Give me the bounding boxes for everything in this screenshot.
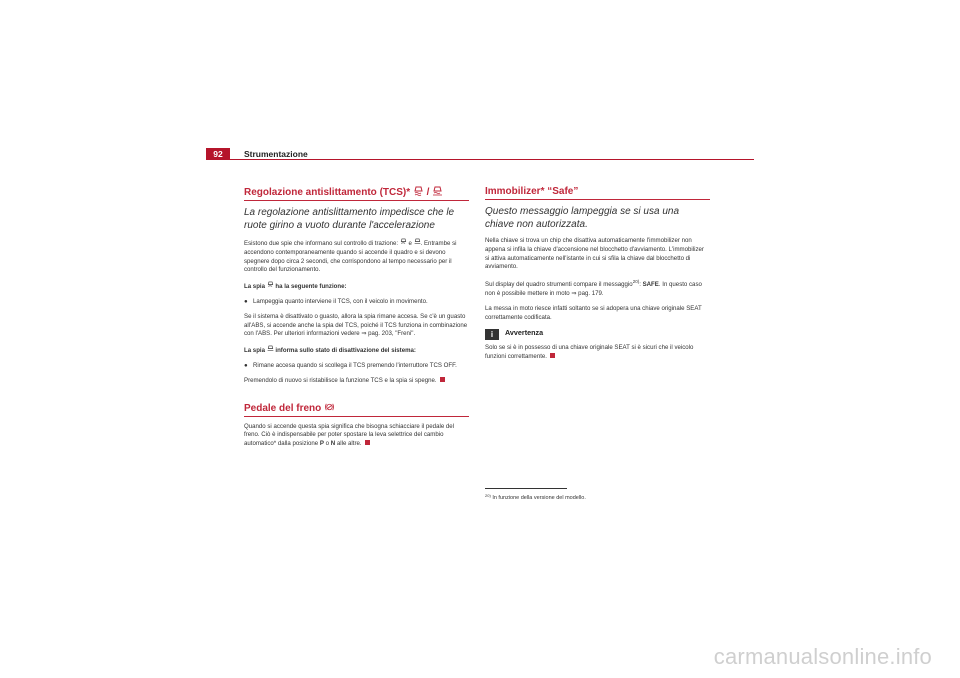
page-number: 92 bbox=[206, 148, 230, 160]
tcs-lamp2-label: La spia informa sullo stato di disattivazione del sistema: bbox=[244, 347, 416, 355]
warning-note-title: i Avvertenza bbox=[485, 328, 710, 340]
tcs-warning-icon bbox=[267, 281, 274, 288]
tcs-paragraph-1: Esistono due spie che informano sul controllo di trazione: e . Entrambe si accendono contemporaneamente quando si accende il quadro e si devono spegnere dopo circa 2 secondi, che corrispondono al tempo necessario per il controllo del funzionamento. bbox=[244, 240, 457, 274]
bullet-icon: ● bbox=[244, 297, 248, 305]
end-marker-icon bbox=[365, 440, 370, 445]
tcs-heading-sep: / bbox=[423, 187, 433, 198]
tcs-off-icon bbox=[267, 345, 274, 352]
immobilizer-paragraph-1: Nella chiave si trova un chip che disattiva automaticamente l'immobilizer non appena si infila la chiave d'accensione nel blocchetto d'avviamento. L'immobilizer si attiva automaticamente nell'istante in cui si sfila la chiave dal blocchetto di avviamento. bbox=[485, 237, 704, 271]
end-marker-icon bbox=[550, 353, 555, 358]
left-column bbox=[244, 186, 469, 455]
tcs-paragraph-3: Premendolo di nuovo si ristabilisce la funzione TCS e la spia si spegne. bbox=[244, 377, 469, 386]
tcs-warning-icon bbox=[413, 186, 424, 196]
brake-heading bbox=[244, 402, 469, 417]
tcs-lamp1-label: La spia ha la seguente funzione: bbox=[244, 283, 347, 291]
tcs-off-icon bbox=[432, 186, 443, 196]
tcs-bullet-2: ● Rimane accesa quando si scollega il TCS premendo l'interruttore TCS OFF. bbox=[244, 361, 457, 369]
tcs-paragraph-2: Se il sistema è disattivato o guasto, allora la spia rimane accesa. Se c'è un guasto all'ABS, si accende anche la spia del TCS, poiché il TCS funziona in combinazione con l'ABS. Per ulteriori informazioni vedere ⇒ pag. 203, "Freni". bbox=[244, 312, 468, 338]
tcs-heading bbox=[244, 186, 469, 201]
right-column bbox=[485, 186, 710, 368]
brake-heading-text: Pedale del freno bbox=[244, 402, 322, 414]
immobilizer-paragraph-3: La messa in moto riesce infatti soltanto se si adopera una chiave originale SEAT correttamente codificata. bbox=[485, 304, 702, 321]
warning-note-icon: i bbox=[485, 329, 499, 340]
brake-pedal-icon bbox=[324, 402, 335, 412]
tcs-subtitle: La regolazione antislittamento impedisce che le ruote girino a vuoto durante l'accelerazione bbox=[244, 207, 455, 231]
immobilizer-paragraph-2: Sul display del quadro strumenti compare il messaggio$^{20)}$: SAFE. In questo caso non è possibile mettere in moto ⇒ pag. 179. bbox=[485, 279, 702, 297]
tcs-bullet-1: ● Lampeggia quanto interviene il TCS, con il veicolo in movimento. bbox=[244, 297, 428, 305]
header-rule bbox=[206, 159, 754, 160]
footnote-ref: 20) bbox=[632, 279, 640, 285]
tcs-off-icon bbox=[414, 238, 421, 245]
immobilizer-subtitle: Questo messaggio lampeggia se si usa una chiave non autorizzata. bbox=[485, 206, 680, 230]
bullet-icon: ● bbox=[244, 361, 248, 369]
end-marker-icon bbox=[440, 377, 445, 382]
footnote-rule bbox=[485, 488, 567, 489]
tcs-warning-icon bbox=[400, 238, 407, 245]
tcs-heading-text: Regolazione antislittamento (TCS)* bbox=[244, 187, 411, 198]
chapter-title: Strumentazione bbox=[244, 149, 308, 159]
warning-note-text: Solo se si è in possesso di una chiave originale SEAT si è sicuri che il veicolo funzioni correttamente. bbox=[485, 344, 694, 361]
footnote: $^{20)}$ In funzione della versione del modello. bbox=[485, 493, 586, 501]
brake-paragraph: Quando si accende questa spia significa che bisogna schiacciare il pedale del freno. Ciò è indispensabile per poter spostare la leva selettrice del cambio automatico* dalla posizione P o N alle altre. bbox=[244, 422, 455, 448]
immobilizer-heading: Immobilizer* “Safe” bbox=[485, 186, 710, 200]
watermark: carmanualsonline.info bbox=[713, 644, 932, 669]
